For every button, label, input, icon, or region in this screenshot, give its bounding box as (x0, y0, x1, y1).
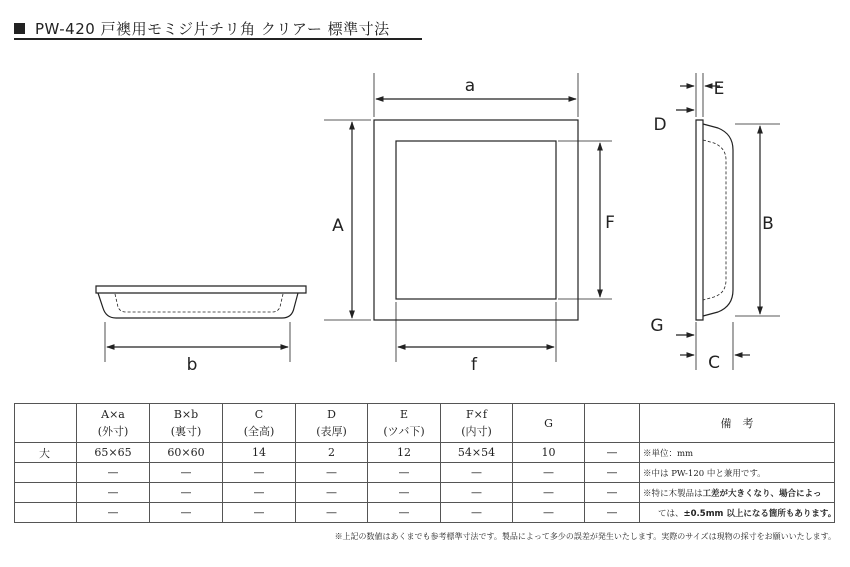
table-cell: 65×65 (77, 443, 150, 463)
table-cell: 54×54 (441, 443, 513, 463)
table-cell: — (223, 463, 296, 483)
header-cell: F×f (内寸) (441, 404, 513, 443)
table-row (15, 483, 835, 503)
label-D: D (653, 115, 667, 135)
table-cell: — (513, 483, 585, 503)
table-cell: — (77, 483, 150, 503)
front-inner-frame (396, 141, 556, 299)
row-label (15, 483, 77, 503)
title-text: PW-420 戸襖用モミジ片チリ角 クリアー 標準寸法 (35, 20, 390, 38)
table-cell: — (441, 463, 513, 483)
table-cell: — (585, 483, 640, 503)
header-cell (585, 404, 640, 443)
header-cell: D (表厚) (296, 404, 368, 443)
bottom-hidden-line (115, 294, 283, 312)
table-cell: — (223, 503, 296, 523)
table-cell: 12 (368, 443, 441, 463)
header-cell: G (513, 404, 585, 443)
table-cell: — (585, 503, 640, 523)
header-cell-remarks: 備 考 (640, 404, 835, 443)
row-label (15, 503, 77, 523)
remark-note: ては、±0.5mm 以上になる箇所もあります。 (640, 503, 835, 523)
front-outer-frame (374, 120, 578, 320)
remark-note: ※単位：mm (640, 443, 835, 463)
table-cell: — (223, 483, 296, 503)
table-cell: — (585, 443, 640, 463)
table-row (15, 503, 835, 523)
table-cell: — (441, 483, 513, 503)
header-cell: A×a (外寸) (77, 404, 150, 443)
table-cell: 14 (223, 443, 296, 463)
label-G: G (650, 316, 664, 336)
table-cell: — (368, 503, 441, 523)
side-body (703, 124, 733, 316)
header-cell: E (ツバ下) (368, 404, 441, 443)
table-cell: — (368, 463, 441, 483)
header-cell (15, 404, 77, 443)
table-cell: 60×60 (150, 443, 223, 463)
table-cell: — (296, 503, 368, 523)
label-f: f (471, 355, 477, 375)
table-cell: — (150, 463, 223, 483)
dimension-table (14, 403, 835, 523)
footnote: ※上記の数値はあくまでも参考標準寸法です。製品によって多少の誤差が発生いたします。実際のサイズは現物の採寸をお願いいたします。 (334, 532, 836, 541)
table-cell: — (150, 483, 223, 503)
row-label (15, 463, 77, 483)
table-cell: — (368, 483, 441, 503)
side-hidden-line (703, 140, 726, 300)
table-cell: 2 (296, 443, 368, 463)
table-cell: — (585, 463, 640, 483)
table-row (15, 463, 835, 483)
label-b: b (186, 355, 198, 375)
label-C: C (708, 353, 720, 373)
label-a: a (464, 76, 476, 96)
label-E: E (713, 79, 725, 99)
side-flange (696, 120, 703, 320)
header-cell: B×b (裏寸) (150, 404, 223, 443)
table-cell: — (296, 483, 368, 503)
table-header-row (15, 404, 835, 443)
row-label: 大 (15, 443, 77, 463)
remark-note: ※中は PW-120 中と兼用です。 (640, 463, 835, 483)
table-cell: — (513, 503, 585, 523)
bottom-flange (96, 286, 306, 293)
table-cell: — (77, 503, 150, 523)
label-F: F (605, 213, 615, 233)
table-cell: — (441, 503, 513, 523)
label-A: A (332, 216, 344, 236)
remark-note: ※特に木製品は工差が大きくなり、場合によっ (640, 483, 835, 503)
table-row (15, 443, 835, 463)
table-cell: — (77, 463, 150, 483)
bottom-body (98, 293, 298, 318)
table-cell: 10 (513, 443, 585, 463)
table-cell: — (513, 463, 585, 483)
header-cell: C (全高) (223, 404, 296, 443)
table-cell: — (296, 463, 368, 483)
label-B: B (762, 214, 774, 234)
table-cell: — (150, 503, 223, 523)
